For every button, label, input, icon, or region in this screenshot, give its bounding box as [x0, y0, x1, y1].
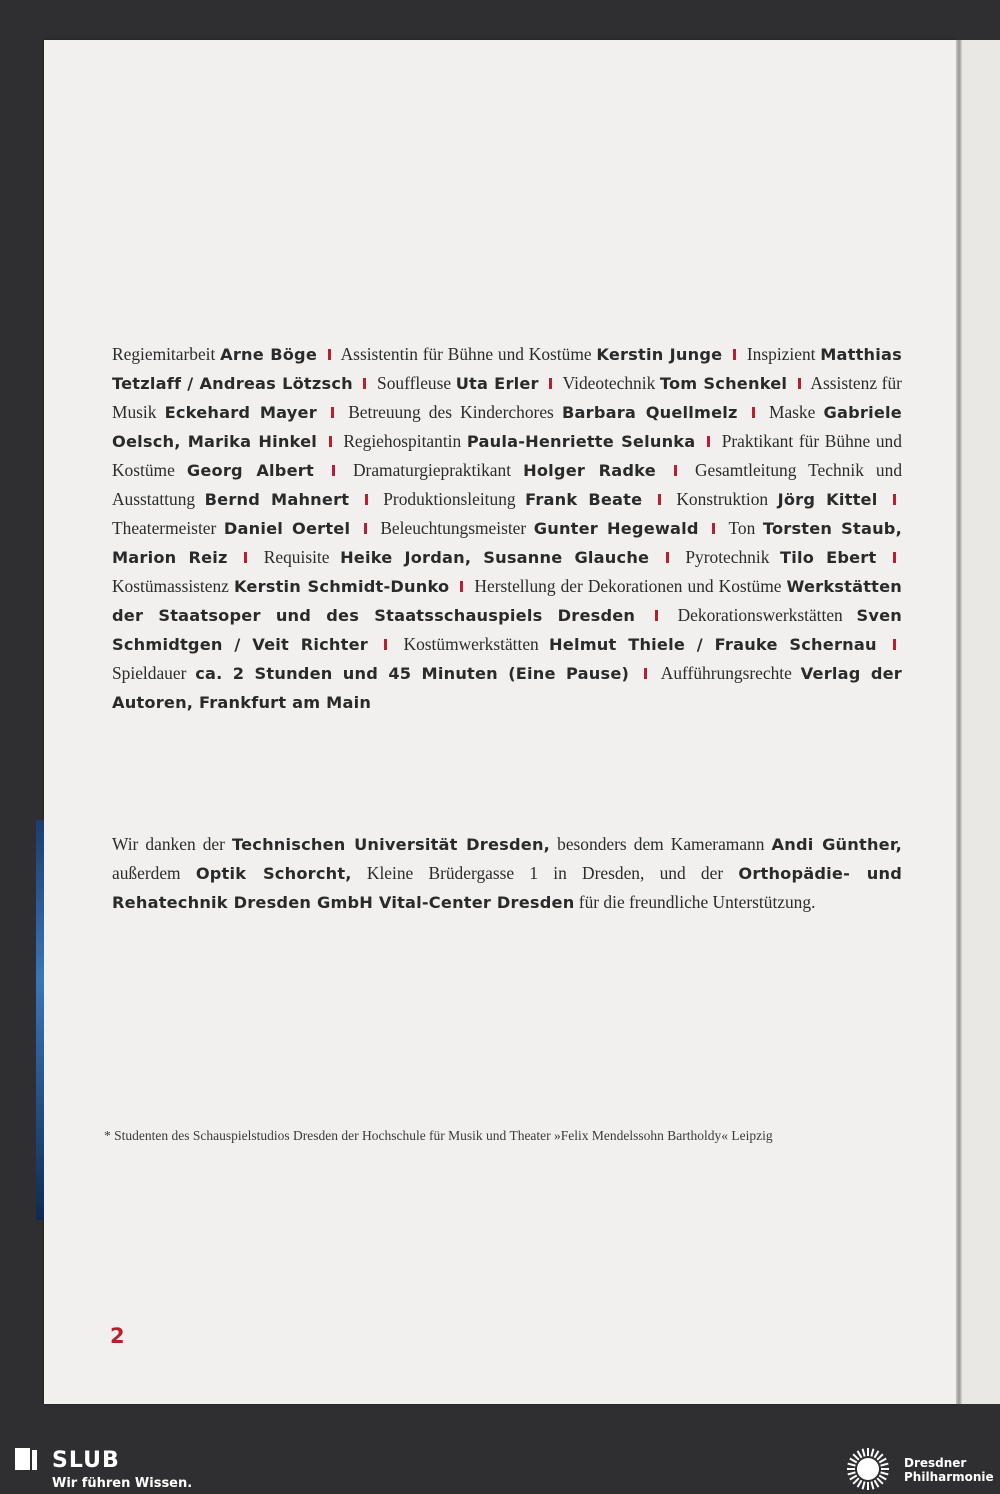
credit-item [112, 344, 317, 364]
logo-ray [881, 1464, 889, 1466]
separator-bar [666, 552, 669, 563]
credit-item [383, 489, 642, 509]
thanks-name-1: Technischen Universität Dresden, [232, 835, 551, 854]
credit-item [563, 373, 788, 393]
credit-role: Inspizient [746, 344, 816, 364]
credit-name: Frank Beate [525, 490, 643, 509]
thanks-text-1: Wir danken der [112, 834, 232, 854]
credit-role: Aufführungsrechte [660, 663, 792, 683]
thanks-text-2: besonders dem Kameramann [550, 834, 772, 854]
logo-ray [881, 1472, 889, 1474]
separator-bar [798, 378, 801, 389]
logo-ray [853, 1478, 859, 1484]
credit-name: Werkstätten der Staatsoper und des Staatsschauspiels Dresden [112, 577, 902, 625]
credit-role: Spieldauer [112, 663, 187, 683]
separator-bar [893, 639, 896, 650]
separator-bar [733, 349, 736, 360]
separator-bar [655, 610, 658, 621]
credit-name: Torsten Staub, Marion Reiz [112, 519, 902, 567]
credit-name: Gunter Hegewald [533, 519, 699, 538]
logo-ray [850, 1476, 857, 1480]
logo-ray [875, 1451, 879, 1458]
separator-bar [752, 407, 755, 418]
credit-name: Barbara Quellmelz [561, 403, 738, 422]
logo-ray [848, 1472, 856, 1474]
philharmonie-logo-icon[interactable] [842, 1446, 894, 1492]
credit-name: Gabriele Oelsch, Marika Hinkel [112, 403, 902, 451]
thanks-text-4: Kleine Brüdergasse 1 in Dresden, und der [351, 863, 739, 883]
separator-bar [460, 581, 463, 592]
separator-bar [328, 349, 331, 360]
credit-role: Herstellung der Dekorationen und Kostüme [474, 576, 782, 596]
separator-bar [365, 494, 368, 505]
credit-item [353, 460, 656, 480]
adjacent-page-edge [36, 820, 44, 1220]
separator-bar [384, 639, 387, 650]
logo-ray [858, 1451, 862, 1458]
separator-bar [331, 407, 334, 418]
philharmonie-line-1: Dresdner [904, 1456, 967, 1470]
separator-bar [244, 552, 247, 563]
credit-role: Kostümassistenz [112, 576, 229, 596]
credit-role: Videotechnik [562, 373, 656, 393]
philharmonie-line-2: Philharmonie [904, 1470, 994, 1484]
credit-item [676, 489, 877, 509]
credit-role: Praktikant für Bühne und Kostüme [112, 431, 902, 480]
credit-name: Jörg Kittel [777, 490, 878, 509]
credit-name: ca. 2 Stunden und 45 Minuten (Eine Pause) [195, 664, 630, 683]
credit-role: Maske [768, 402, 816, 422]
thanks-text-3: außerdem [112, 863, 196, 883]
credit-item [112, 576, 449, 596]
credit-role: Souffleuse [377, 373, 452, 393]
credit-role: Beleuchtungsmeister [380, 518, 527, 538]
logo-ray [858, 1480, 862, 1487]
logo-ray [875, 1480, 879, 1487]
logo-ray [877, 1454, 883, 1460]
logo-ray [877, 1478, 883, 1484]
footnote: * Studenten des Schauspielstudios Dresden der Hochschule für Musik und Theater »Felix Mendelssohn Bartholdy« Leipzig [104, 1128, 773, 1143]
credit-item [404, 634, 877, 654]
logo-ray [853, 1454, 859, 1460]
credit-role: Kostümwerkstätten [403, 634, 539, 654]
credit-role: Gesamtleitung Technik und Ausstattung [112, 460, 903, 509]
credit-name: Kerstin Junge [596, 345, 723, 364]
logo-ray [863, 1449, 865, 1457]
separator-bar [549, 378, 552, 389]
separator-bar [329, 436, 332, 447]
credit-name: Paula-Henriette Selunka [466, 432, 696, 451]
credit-role: Ton [728, 518, 756, 538]
credit-role: Regiehospitantin [343, 431, 462, 451]
thanks-name-2: Andi Günther, [771, 835, 902, 854]
credit-name: Tom Schenkel [659, 374, 788, 393]
credit-role: Assistenz für Musik [112, 373, 902, 422]
credit-item [377, 373, 539, 393]
credit-role: Requisite [263, 547, 330, 567]
credit-item [112, 663, 629, 683]
slub-logo-icon[interactable] [12, 1446, 40, 1474]
right-page-edge [962, 40, 1000, 1404]
credit-role: Pyrotechnik [685, 547, 770, 567]
credit-name: Tilo Ebert [779, 548, 877, 567]
credit-name: Holger Radke [523, 461, 656, 480]
separator-bar [893, 494, 896, 505]
credit-role: Betreuung des Kinderchores [348, 402, 554, 422]
logo-ray [879, 1476, 886, 1480]
separator-bar [332, 465, 335, 476]
credit-name: Verlag der Autoren, Frankfurt am Main [112, 664, 902, 712]
logo-ray [879, 1459, 886, 1463]
credit-item [380, 518, 698, 538]
credit-item [264, 547, 649, 567]
credit-name: Heike Jordan, Susanne Glauche [340, 548, 650, 567]
page-number: 2 [110, 1324, 125, 1348]
logo-ray [848, 1464, 856, 1466]
credit-role: Produktionsleitung [383, 489, 516, 509]
credit-name: Helmut Thiele / Frauke Schernau [549, 635, 877, 654]
separator-bar [644, 668, 647, 679]
logo-ray [850, 1459, 857, 1463]
separator-bar [707, 436, 710, 447]
credit-item [112, 518, 350, 538]
credit-role: Dekorationswerkstätten [677, 605, 843, 625]
credit-name: Bernd Mahnert [204, 490, 350, 509]
slub-tagline: Wir führen Wissen. [52, 1476, 193, 1491]
logo-ray [871, 1482, 873, 1490]
thanks-name-3: Optik Schorcht, [195, 864, 352, 883]
philharmonie-label [904, 1456, 994, 1484]
credits-paragraph [112, 340, 902, 717]
credit-name: Daniel Oertel [223, 519, 351, 538]
credit-item [341, 344, 723, 364]
separator-bar [658, 494, 661, 505]
credit-item [343, 431, 695, 451]
logo-ray [863, 1482, 865, 1490]
separator-bar [364, 523, 367, 534]
separator-bar [363, 378, 366, 389]
credit-item [685, 547, 876, 567]
credit-name: Sven Schmidtgen / Veit Richter [112, 606, 902, 654]
credit-name: Georg Albert [186, 461, 314, 480]
thanks-text-5: für die freundliche Unterstützung. [574, 892, 816, 912]
slub-title[interactable]: SLUB [52, 1448, 120, 1473]
separator-bar [893, 552, 896, 563]
credit-role: Assistentin für Bühne und Kostüme [340, 344, 592, 364]
document-page [44, 40, 956, 1404]
separator-bar [674, 465, 677, 476]
credit-name: Arne Böge [220, 345, 318, 364]
credit-role: Konstruktion [676, 489, 769, 509]
thanks-name-4: Orthopädie- und Rehatechnik Dresden GmbH Vital-Center Dresden [112, 864, 902, 912]
separator-bar [712, 523, 715, 534]
logo-ray [871, 1449, 873, 1457]
credit-role: Dramaturgiepraktikant [352, 460, 512, 480]
credit-role: Regiemitarbeit [112, 344, 216, 364]
credit-item [348, 402, 737, 422]
credit-name: Matthias Tetzlaff / Andreas Lötzsch [112, 345, 902, 393]
credit-role: Theatermeister [112, 518, 217, 538]
acknowledgement-paragraph [112, 830, 902, 917]
credit-name: Uta Erler [455, 374, 539, 393]
credit-name: Kerstin Schmidt-Dunko [233, 577, 450, 596]
credit-name: Eckehard Mayer [164, 403, 317, 422]
